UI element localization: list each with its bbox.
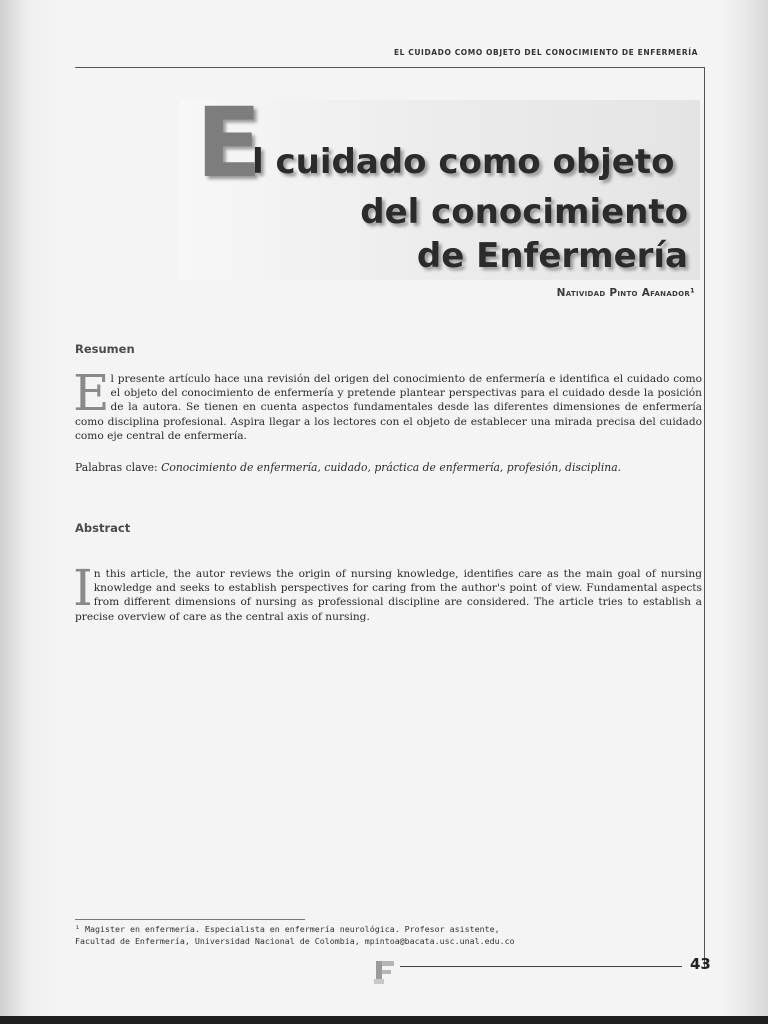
title-line-3: de Enfermería xyxy=(416,236,688,276)
keywords-list: Conocimiento de enfermería, cuidado, práctica de enfermería, profesión, disciplina. xyxy=(161,461,622,474)
footnote-line-1: ¹ Magister en enfermería. Especialista en enfermería neurológica. Profesor asistente, xyxy=(75,924,500,934)
abstract-paragraph xyxy=(73,559,702,624)
keywords xyxy=(75,461,702,474)
journal-logo-icon xyxy=(372,957,398,987)
running-header: EL CUIDADO COMO OBJETO DEL CONOCIMIENTO DE ENFERMERÍA xyxy=(393,48,698,57)
author-name: Natividad Pinto Afanador¹ xyxy=(556,287,695,299)
page-number: 43 xyxy=(690,955,711,973)
resumen-heading: Resumen xyxy=(75,342,135,356)
right-margin-rule xyxy=(704,67,705,967)
resumen-drop-cap: E xyxy=(73,364,110,422)
resumen-paragraph xyxy=(73,364,702,443)
header-rule xyxy=(75,67,705,68)
footnote xyxy=(75,923,675,947)
abstract-text: n this article, the autor reviews the origin of nursing knowledge, identifies care as the main goal of nursing knowledge and seeks to establish perspectives for caring from the author's point of view. Fundamental aspects from different dimensions of nursing as professional discipline are considered. The article tries to establish a precise overview of care as the central axis of nursing. xyxy=(75,568,702,623)
keywords-label: Palabras clave: xyxy=(75,461,158,474)
resumen-text: l presente artículo hace una revisión del origen del conocimiento de enfermería e identifica el cuidado como el objeto del conocimiento de enfermería y pretende plantear perspectivas para el cuidado desde la posición de la autora. Se tienen en cuenta aspectos fundamentales desde las diferentes dimensiones de enfermería como disciplina profesional. Aspira llegar a los lectores con el objeto de establecer una mirada precisa del cuidado como eje central de enfermería. xyxy=(75,373,702,442)
footnote-line-2: Facultad de Enfermería, Universidad Nacional de Colombia, mpintoa@bacata.usc.unal.edu.co xyxy=(75,936,515,946)
abstract-drop-cap: I xyxy=(73,559,93,617)
title-line-2: del conocimiento xyxy=(360,192,688,232)
footer-rule xyxy=(400,966,682,967)
title-line-1: l cuidado como objeto xyxy=(252,142,675,182)
footnote-rule xyxy=(75,919,305,920)
title-drop-letter: E xyxy=(196,87,262,199)
abstract-heading: Abstract xyxy=(75,521,131,535)
bottom-band xyxy=(0,1016,768,1024)
